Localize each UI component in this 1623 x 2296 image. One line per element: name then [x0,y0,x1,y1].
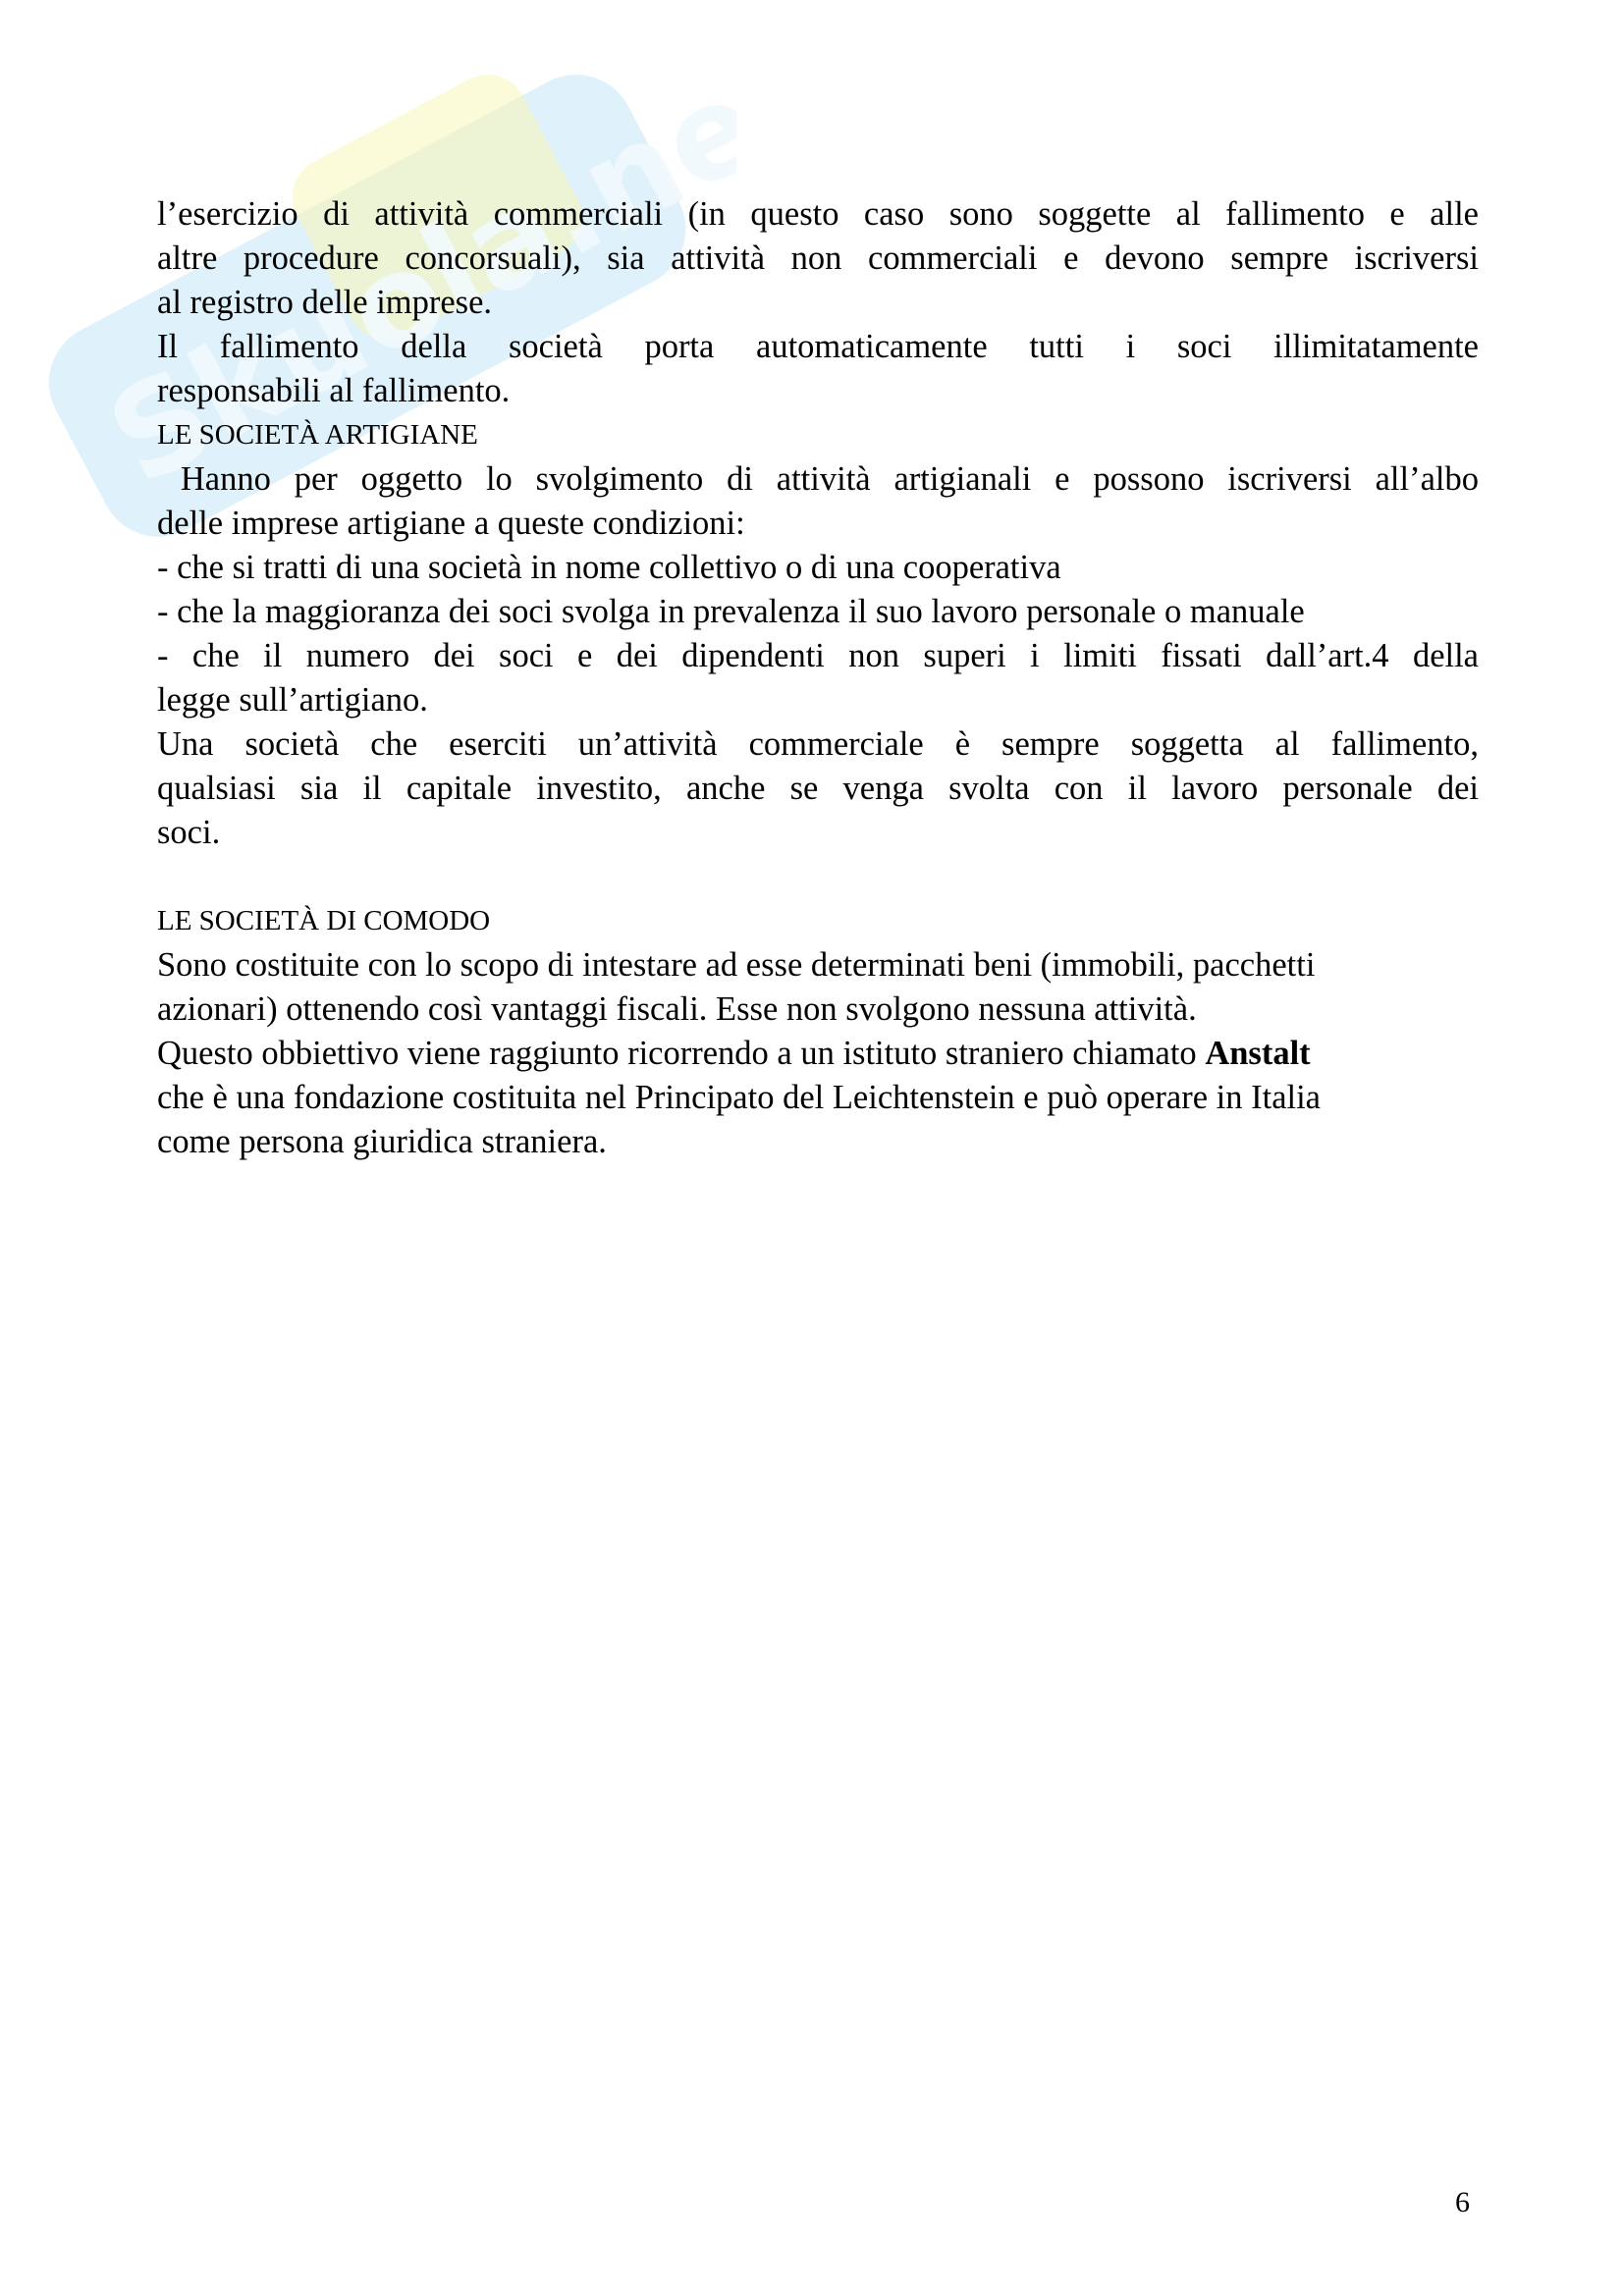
anstalt-term: Anstalt [1205,1035,1311,1072]
list-item-continuation: legge sull’artigiano. [157,681,428,719]
list-item: - che il numero dei soci e dei dipendenti non superi i limiti fissati dall’art.4 della [157,637,1479,674]
paragraph-line: delle imprese artigiane a queste condizioni: [157,505,745,542]
section-heading: LE SOCIETÀ ARTIGIANE [157,419,478,451]
section-societa-di-comodo [157,899,1479,1164]
paragraph-line: Una società che eserciti un’attività commerciale è sempre soggetta al fallimento, [157,725,1479,763]
paragraph-line: al registro delle imprese. [157,284,493,321]
paragraph-line: l’esercizio di attività commerciali (in questo caso sono soggette al fallimento e alle [157,195,1479,233]
paragraph-line: come persona giuridica straniera. [157,1123,607,1160]
paragraph-line: altre procedure concorsuali), sia attività non commerciali e devono sempre iscriversi [157,240,1479,277]
section-heading: LE SOCIETÀ DI COMODO [157,905,491,936]
paragraph-line-anstalt [157,1032,1479,1076]
list-item: - che la maggioranza dei soci svolga in prevalenza il suo lavoro personale o manuale [157,593,1305,630]
paragraph-line: Il fallimento della società porta automaticamente tutti i soci illimitatamente [157,328,1479,365]
anstalt-prefix: Questo obbiettivo viene raggiunto ricorrendo a un istituto straniero chiamato [157,1035,1206,1072]
section-societa-artigiane [157,413,1479,855]
paragraph-line: che è una fondazione costituita nel Principato del Leichtenstein e può operare in Italia [157,1079,1321,1116]
paragraph-line: qualsiasi sia il capitale investito, anche se venga svolta con il lavoro personale dei [157,770,1479,807]
paragraph-line: Sono costituite con lo scopo di intestare ad esse determinati beni (immobili, pacchetti [157,946,1316,984]
paragraph-2 [157,325,1479,413]
paragraph-line: Hanno per oggetto lo svolgimento di attività artigianali e possono iscriversi all’albo [157,460,1479,498]
section-spacer [157,855,1479,899]
paragraph-1 [157,192,1479,325]
watermark-text: Skuola.net [85,39,736,514]
paragraph-line: azionari) ottenendo così vantaggi fiscali. Esse non svolgono nessuna attività. [157,990,1197,1028]
page-number: 6 [1455,2186,1470,2218]
document-body [157,192,1479,1164]
paragraph-line: soci. [157,814,221,851]
paragraph-line: responsabili al fallimento. [157,372,511,409]
list-item: - che si tratti di una società in nome collettivo o di una cooperativa [157,549,1061,586]
